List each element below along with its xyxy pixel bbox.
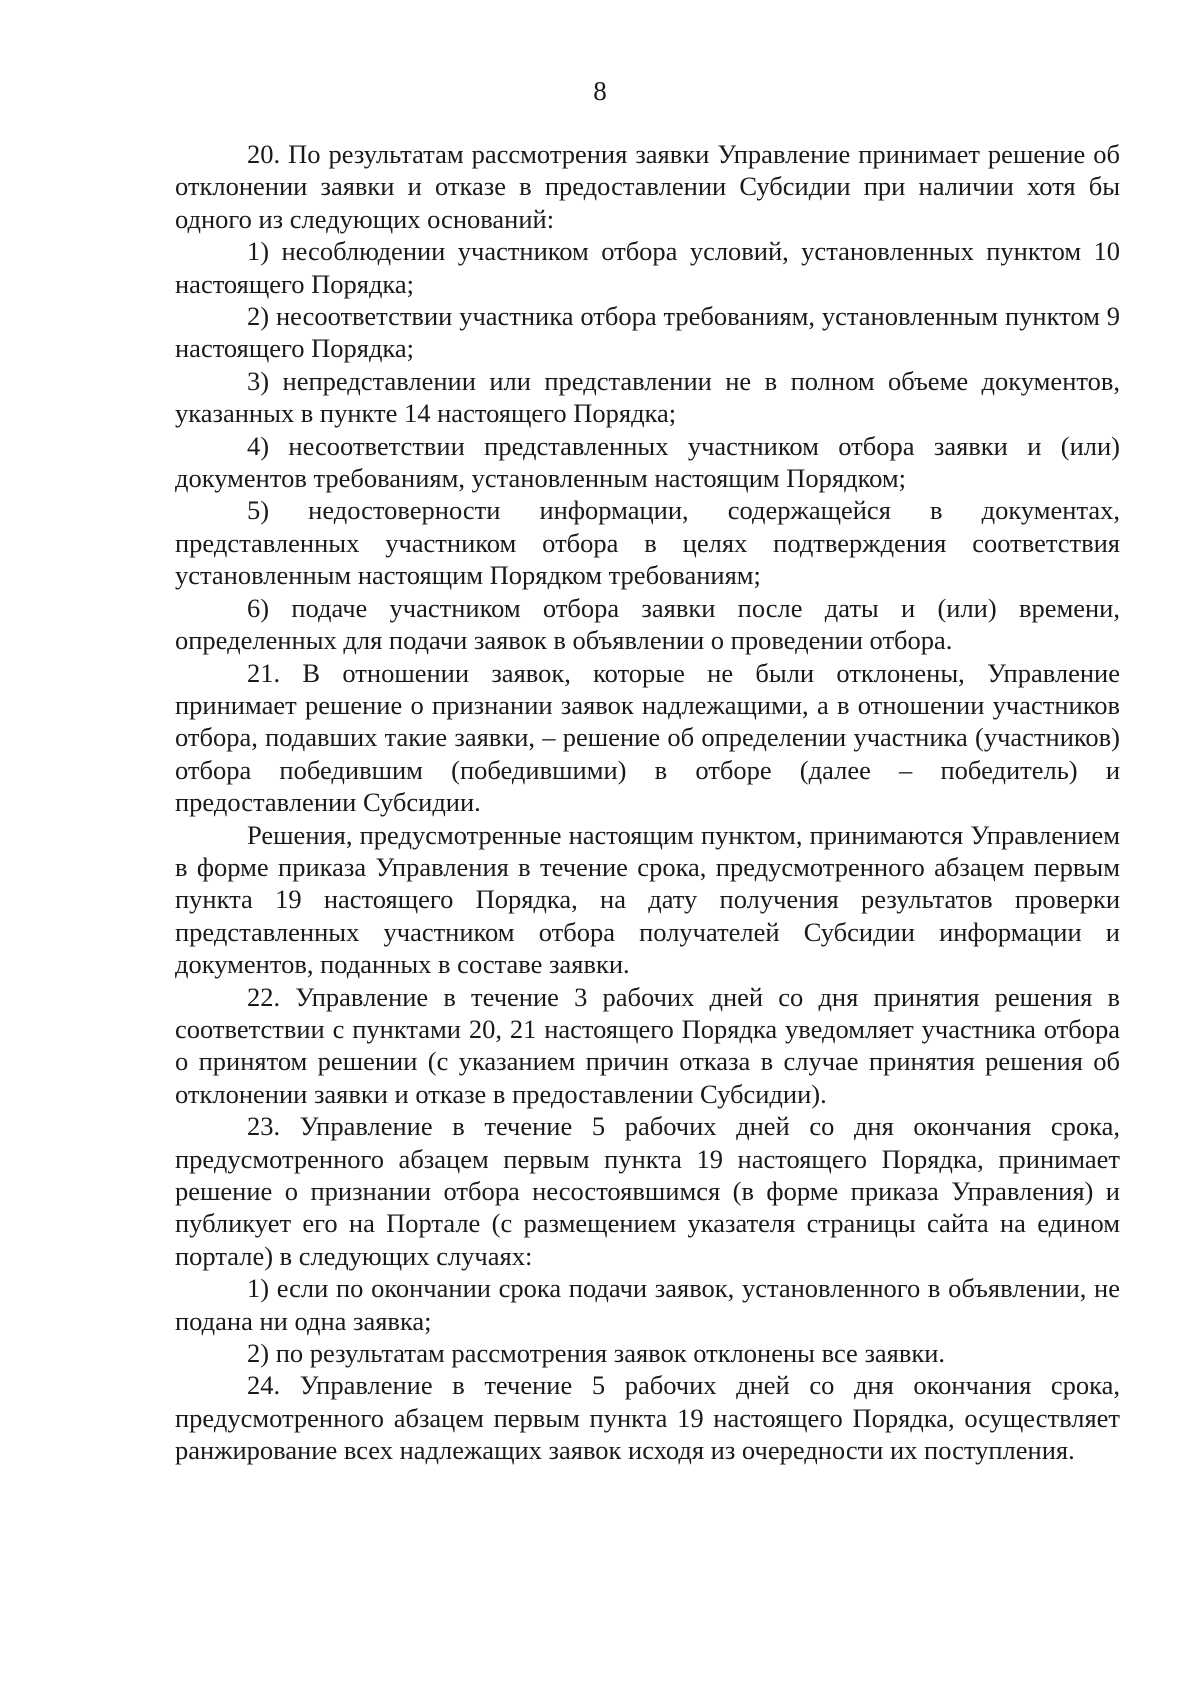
paragraph-22: 22. Управление в течение 3 рабочих дней со дня принятия решения в соответствии с пунктами 20, 21 настоящего Порядка уведомляет участника отбора о принятом решении (с указанием причин отказа в случае принятия решения об отклонении заявки и отказе в предоставлении Субсидии). bbox=[175, 981, 1120, 1109]
paragraph-23-item-2: 2) по результатам рассмотрения заявок отклонены все заявки. bbox=[247, 1338, 946, 1369]
paragraph-20: 20. По результатам рассмотрения заявки Управление принимает решение об отклонении заявки и отказе в предоставлении Субсидии при наличии хотя бы одного из следующих оснований: bbox=[175, 139, 1120, 234]
paragraph-23-item-1: 1) если по окончании срока подачи заявок, установленного в объявлении, не подана ни одна заявка; bbox=[175, 1273, 1120, 1336]
paragraph-20-item-3: 3) непредставлении или представлении не в полном объеме документов, указанных в пункте 14 настоящего Порядка; bbox=[175, 365, 1120, 429]
paragraph-21-decisions: Решения, предусмотренные настоящим пунктом, принимаются Управлением в форме приказа Управления в течение срока, предусмотренного абзацем первым пункта 19 настоящего Порядка, на дату получения результатов проверки представленных участником отбора получателей Субсидии информации и документов, поданных в составе заявки. bbox=[175, 819, 1120, 980]
document-body bbox=[175, 138, 1120, 1467]
paragraph-20-item-1: 1) несоблюдении участником отбора условий, установленных пунктом 10 настоящего Порядка; bbox=[175, 236, 1120, 299]
paragraph-24: 24. Управление в течение 5 рабочих дней со дня окончания срока, предусмотренного абзацем первым пункта 19 настоящего Порядка, осуществляет ранжирование всех надлежащих заявок исходя из очередности их поступления. bbox=[175, 1370, 1120, 1466]
page-number: 8 bbox=[593, 76, 607, 106]
paragraph-23: 23. Управление в течение 5 рабочих дней со дня окончания срока, предусмотренного абзацем первым пункта 19 настоящего Порядка, принимает решение о признании отбора несостоявшимся (в форме приказа Управления) и публикует его на Портале (с размещением указателя страницы сайта на едином портале) в следующих случаях: bbox=[175, 1111, 1120, 1271]
paragraph-21: 21. В отношении заявок, которые не были отклонены, Управление принимает решение о признании заявок надлежащими, а в отношении участников отбора, подавших такие заявки, – решение об определении участника (участников) отбора победившим (победившими) в отборе (далее – победитель) и предоставлении Субсидии. bbox=[175, 657, 1120, 818]
paragraph-20-item-4: 4) несоответствии представленных участником отбора заявки и (или) документов требованиям, установленным настоящим Порядком; bbox=[175, 430, 1120, 494]
paragraph-20-item-2: 2) несоответствии участника отбора требованиям, установленным пунктом 9 настоящего Порядка; bbox=[175, 301, 1120, 364]
paragraph-20-item-6: 6) подаче участником отбора заявки после даты и (или) времени, определенных для подачи заявок в объявлении о проведении отбора. bbox=[175, 592, 1120, 656]
paragraph-20-item-5: 5) недостоверности информации, содержащейся в документах, представленных участником отбора в целях подтверждения соответствия установленным настоящим Порядком требованиям; bbox=[175, 495, 1120, 591]
